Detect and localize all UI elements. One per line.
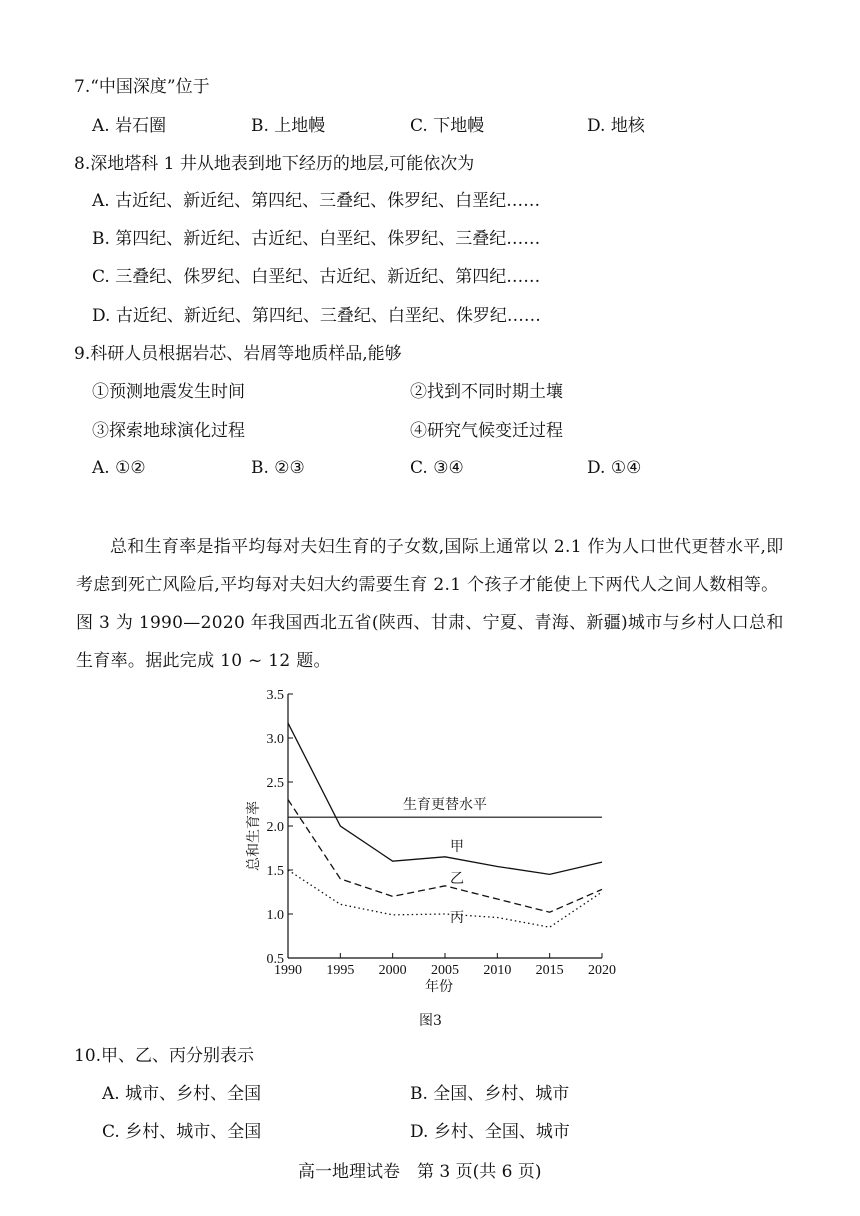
y-tick-label: 2.0 (266, 820, 284, 835)
question-9-option-d: D. ①④ (587, 458, 642, 478)
question-9-option-a: A. ①② (92, 458, 146, 478)
question-9-stem: 9.科研人员根据岩芯、岩屑等地质样品,能够 (74, 344, 402, 364)
question-9-item-4: ④研究气候变迁过程 (410, 421, 563, 441)
x-tick-label: 2010 (483, 963, 512, 978)
question-9-option-b: B. ②③ (251, 458, 305, 478)
question-9-option-c: C. ③④ (410, 458, 464, 478)
question-7-stem: 7.“中国深度”位于 (74, 77, 210, 97)
question-9-item-1: ①预测地震发生时间 (92, 382, 245, 402)
passage-text: 总和生育率是指平均每对夫妇生育的子女数,国际上通常以 2.1 作为人口世代更替水平,即考虑到死亡风险后,平均每对夫妇大约需要生育 2.1 个孩子才能使上下两代人之间人数相等。图 3 为 1990—2020 年我国西北五省(陕西、甘肃、宁夏、青海、新疆)城市与乡村人口总和生育率。据此完成 10 ~ 12 题。 (76, 537, 784, 671)
series-label-2: 乙 (450, 871, 464, 887)
fertility-chart (240, 684, 620, 995)
y-tick-label: 0.5 (266, 952, 284, 967)
x-tick-label: 2005 (431, 963, 459, 978)
question-10-stem: 10.甲、乙、丙分别表示 (74, 1046, 255, 1066)
replacement-level-label: 生育更替水平 (403, 798, 487, 814)
x-tick-label: 1995 (326, 963, 355, 978)
passage (76, 528, 792, 680)
question-8-option-d: D. 古近纪、新近纪、第四纪、三叠纪、白垩纪、侏罗纪…… (92, 306, 541, 326)
x-tick-label: 1990 (274, 963, 302, 978)
question-8-stem: 8.深地塔科 1 井从地表到地下经历的地层,可能依次为 (74, 154, 475, 174)
question-8-option-b: B. 第四纪、新近纪、古近纪、白垩纪、侏罗纪、三叠纪…… (92, 229, 541, 249)
chart-caption: 图3 (419, 1013, 442, 1029)
series-label-3: 丙 (450, 911, 464, 926)
series-label-1: 甲 (450, 839, 464, 855)
y-tick-label: 2.5 (266, 776, 284, 791)
y-tick-label: 3.5 (266, 688, 284, 703)
question-10-option-a: A. 城市、乡村、全国 (102, 1084, 262, 1104)
x-tick-label: 2020 (588, 963, 616, 978)
question-9-item-2: ②找到不同时期土壤 (410, 382, 563, 402)
page-footer: 高一地理试卷 第 3 页(共 6 页) (298, 1162, 542, 1182)
x-tick-label: 2015 (535, 963, 564, 978)
y-tick-label: 1.0 (266, 908, 284, 923)
question-10-option-d: D. 乡村、全国、城市 (410, 1122, 570, 1142)
series-line-3 (288, 870, 602, 927)
y-tick-label: 3.0 (266, 732, 284, 747)
y-tick-label: 1.5 (266, 864, 284, 879)
question-10-option-c: C. 乡村、城市、全国 (102, 1122, 262, 1142)
x-axis-label: 年份 (425, 980, 453, 995)
question-7-option-c: C. 下地幔 (410, 116, 485, 136)
question-8-option-a: A. 古近纪、新近纪、第四纪、三叠纪、侏罗纪、白垩纪…… (92, 191, 541, 211)
question-7-option-d: D. 地核 (587, 116, 645, 136)
y-axis-label: 总和生育率 (247, 801, 262, 871)
question-7-option-b: B. 上地幔 (251, 116, 326, 136)
x-tick-label: 2000 (378, 963, 407, 978)
question-8-option-c: C. 三叠纪、侏罗纪、白垩纪、古近纪、新近纪、第四纪…… (92, 267, 541, 287)
question-10-option-b: B. 全国、乡村、城市 (410, 1084, 570, 1104)
question-7-option-a: A. 岩石圈 (92, 116, 167, 136)
question-9-item-3: ③探索地球演化过程 (92, 421, 245, 441)
